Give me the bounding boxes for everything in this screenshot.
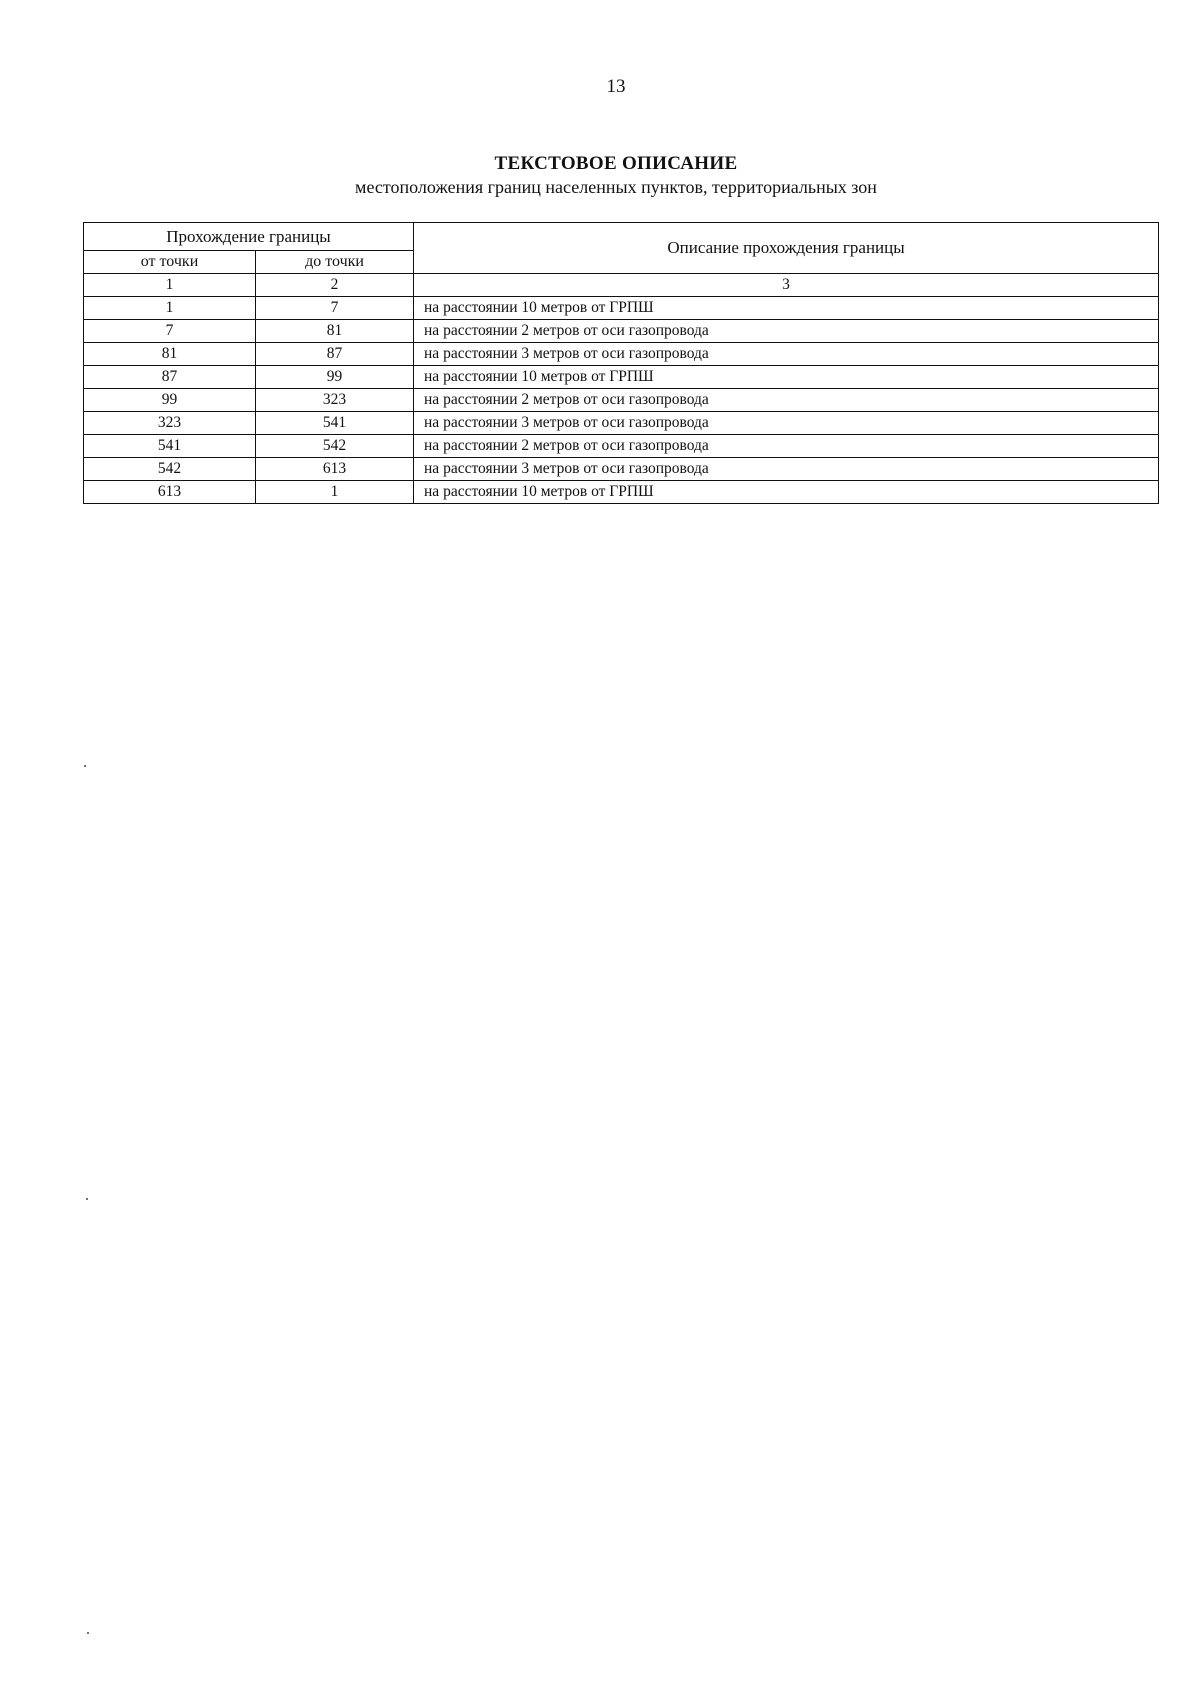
column-number-row: [84, 274, 1159, 297]
to-point-cell: 541: [256, 412, 414, 435]
description-cell: на расстоянии 3 метров от оси газопровода: [414, 458, 1159, 481]
scan-speck: [84, 765, 86, 767]
to-point-cell: 542: [256, 435, 414, 458]
to-point-cell: 81: [256, 320, 414, 343]
description-cell: на расстоянии 10 метров от ГРПШ: [414, 481, 1159, 504]
to-point-cell: 323: [256, 389, 414, 412]
to-point-cell: 7: [256, 297, 414, 320]
to-point-cell: 1: [256, 481, 414, 504]
boundary-description-table: [83, 222, 1159, 504]
from-point-cell: 542: [84, 458, 256, 481]
from-point-cell: 1: [84, 297, 256, 320]
header-to-point: до точки: [256, 251, 414, 274]
document-title: ТЕКСТОВОЕ ОПИСАНИЕ: [494, 153, 738, 174]
table-header-row: [84, 223, 1159, 251]
scan-speck: [87, 1632, 89, 1634]
header-boundary-passage: Прохождение границы: [84, 223, 414, 251]
from-point-cell: 7: [84, 320, 256, 343]
description-cell: на расстоянии 10 метров от ГРПШ: [414, 297, 1159, 320]
column-number: 1: [84, 274, 256, 297]
table-row: [84, 481, 1159, 504]
to-point-cell: 613: [256, 458, 414, 481]
scan-speck: [86, 1198, 88, 1200]
description-cell: на расстоянии 2 метров от оси газопровода: [414, 435, 1159, 458]
table-row: [84, 458, 1159, 481]
description-cell: на расстоянии 10 метров от ГРПШ: [414, 366, 1159, 389]
description-cell: на расстоянии 3 метров от оси газопровода: [414, 412, 1159, 435]
table-row: [84, 320, 1159, 343]
description-cell: на расстоянии 3 метров от оси газопровода: [414, 343, 1159, 366]
from-point-cell: 87: [84, 366, 256, 389]
header-from-point: от точки: [84, 251, 256, 274]
description-cell: на расстоянии 2 метров от оси газопровода: [414, 389, 1159, 412]
from-point-cell: 81: [84, 343, 256, 366]
description-cell: на расстоянии 2 метров от оси газопровода: [414, 320, 1159, 343]
table-row: [84, 412, 1159, 435]
table-row: [84, 389, 1159, 412]
table-row: [84, 343, 1159, 366]
from-point-cell: 541: [84, 435, 256, 458]
from-point-cell: 613: [84, 481, 256, 504]
to-point-cell: 87: [256, 343, 414, 366]
to-point-cell: 99: [256, 366, 414, 389]
header-description: Описание прохождения границы: [414, 223, 1159, 274]
column-number: 2: [256, 274, 414, 297]
table-row: [84, 297, 1159, 320]
from-point-cell: 99: [84, 389, 256, 412]
table-row: [84, 366, 1159, 389]
column-number: 3: [414, 274, 1159, 297]
document-subtitle: местоположения границ населенных пунктов, территориальных зон: [355, 177, 877, 197]
from-point-cell: 323: [84, 412, 256, 435]
page-number: 13: [606, 76, 626, 97]
table-row: [84, 435, 1159, 458]
